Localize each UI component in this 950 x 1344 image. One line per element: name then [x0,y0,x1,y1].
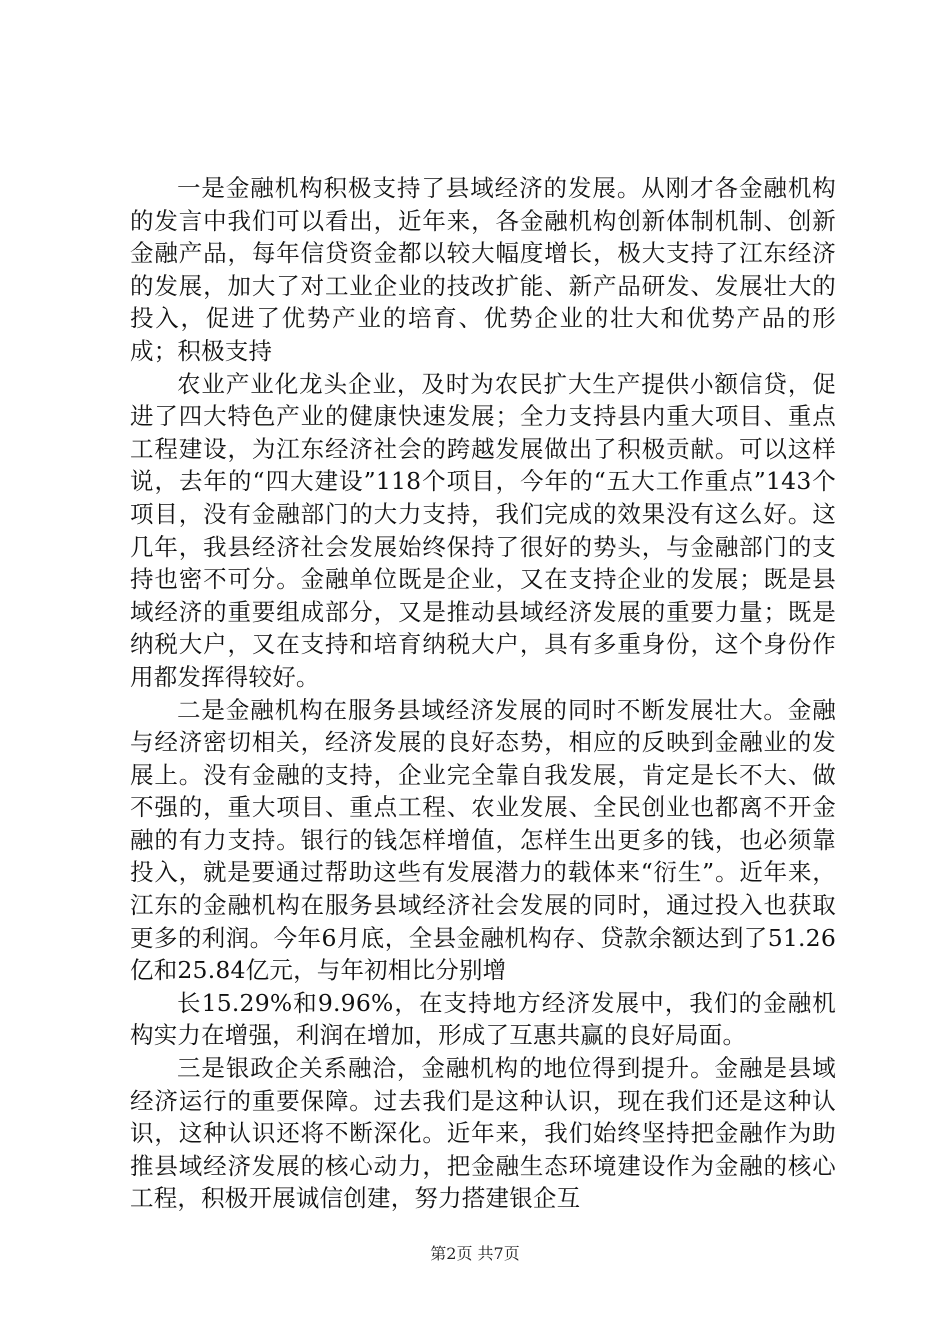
page-footer: 第2页 共7页 [430,1244,520,1263]
paragraph-1: 一是金融机构积极支持了县域经济的发展。从刚才各金融机构的发言中我们可以看出，近年来，各金融机构创新体制机制、创新金融产品，每年信贷资金都以较大幅度增长，极大支持了江东经济的发展，加大了对工业企业的技改扩能、新产品研发、发展壮大的投入，促进了优势产业的培育、优势企业的壮大和优势产品的形成；积极支持 [130,174,836,365]
paragraph-5: 三是银政企关系融洽，金融机构的地位得到提升。金融是县域经济运行的重要保障。过去我们是这种认识，现在我们还是这种认识，这种认识还将不断深化。近年来，我们始终坚持把金融作为助推县域经济发展的核心动力，把金融生态环境建设作为金融的核心工程，积极开展诚信创建，努力搭建银企互 [130,1054,836,1213]
paragraph-4: 长15.29%和9.96%，在支持地方经济发展中，我们的金融机构实力在增强，利润在增加，形成了互惠共赢的良好局面。 [130,988,836,1050]
paragraph-2: 农业产业化龙头企业，及时为农民扩大生产提供小额信贷，促进了四大特色产业的健康快速发展；全力支持县内重大项目、重点工程建设，为江东经济社会的跨越发展做出了积极贡献。可以这样说，去年的“四大建设”118个项目，今年的“五大工作重点”143个项目，没有金融部门的大力支持，我们完成的效果没有这么好。这几年，我县经济社会发展始终保持了很好的势头，与金融部门的支持也密不可分。金融单位既是企业，又在支持企业的发展；既是县域经济的重要组成部分，又是推动县域经济发展的重要力量；既是纳税大户，又在支持和培育纳税大户，具有多重身份，这个身份作用都发挥得较好。 [130,369,836,691]
paragraph-3: 二是金融机构在服务县域经济发展的同时不断发展壮大。金融与经济密切相关，经济发展的良好态势，相应的反映到金融业的发展上。没有金融的支持，企业完全靠自我发展，肯定是长不大、做不强的，重大项目、重点工程、农业发展、全民创业也都离不开金融的有力支持。银行的钱怎样增值，怎样生出更多的钱，也必须靠投入，就是要通过帮助这些有发展潜力的载体来“衍生”。近年来，江东的金融机构在服务县域经济社会发展的同时，通过投入也获取更多的利润。今年6月底，全县金融机构存、贷款余额达到了51.26亿和25.84亿元，与年初相比分别增 [130,695,836,985]
document-body [130,172,836,1215]
